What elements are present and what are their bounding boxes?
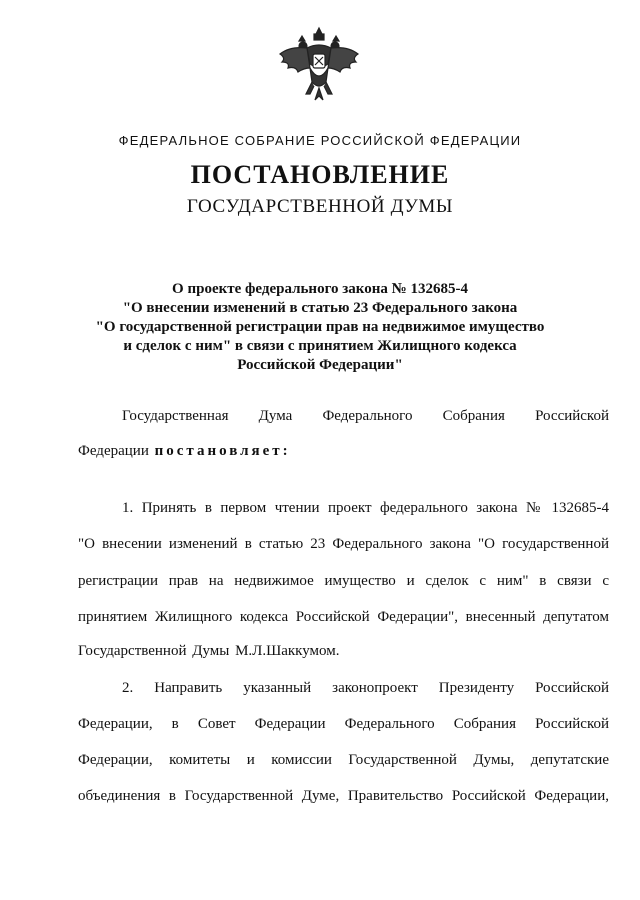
- item-2-line-3: [78, 752, 609, 768]
- document-issuer: ГОСУДАРСТВЕННОЙ ДУМЫ: [186, 196, 454, 217]
- item-line: "О внесении изменений в статью 23 Федерального закона "О государственной: [78, 536, 609, 552]
- double-headed-eagle-emblem-icon: [272, 24, 366, 110]
- item-line: Федерации, в Совет Федерации Федерального Собрания Российской: [78, 716, 609, 732]
- item-line: 2. Направить указанный законопроект Президенту Российской: [122, 680, 609, 696]
- preamble-line: [78, 443, 609, 459]
- item-line: принятием Жилищного кодекса Российской Федерации", внесенный депутатом: [78, 609, 609, 625]
- item-line: регистрации прав на недвижимое имущество и сделок с ним" в связи с: [78, 573, 609, 589]
- item-line: 1. Принять в первом чтении проект федерального закона № 132685-4: [122, 500, 609, 516]
- item-1-line-4: [78, 609, 609, 625]
- document-subject: [60, 280, 580, 375]
- subject-line: и сделок с ним" в связи с принятием Жилищного кодекса: [123, 338, 517, 354]
- preamble-line: Государственная Дума Федерального Собрания Российской: [122, 408, 609, 424]
- item-2-line-1: [78, 680, 609, 696]
- subject-line: Российской Федерации": [237, 357, 403, 373]
- subject-line: О проекте федерального закона № 132685-4: [172, 281, 468, 297]
- item-line: объединения в Государственной Думе, Правительство Российской Федерации,: [78, 788, 609, 804]
- federal-assembly-header: ФЕДЕРАЛЬНОЕ СОБРАНИЕ РОССИЙСКОЙ ФЕДЕРАЦИИ: [118, 133, 522, 148]
- item-1-line-5: [78, 643, 609, 659]
- subject-line: "О внесении изменений в статью 23 Федерального закона: [122, 300, 518, 316]
- item-line: Федерации, комитеты и комиссии Государственной Думы, депутатские: [78, 752, 609, 768]
- item-1-line-3: [78, 573, 609, 589]
- resolves-word: постановляет:: [154, 443, 291, 459]
- item-2-line-4: [78, 788, 609, 804]
- document-type-title: ПОСТАНОВЛЕНИЕ: [190, 160, 450, 189]
- item-line: Государственной Думы М.Л.Шаккумом.: [78, 643, 340, 659]
- item-1-line-2: [78, 536, 609, 552]
- preamble-prefix: Федерации: [78, 443, 155, 459]
- item-2-line-2: [78, 716, 609, 732]
- item-1-line-1: [78, 500, 609, 516]
- preamble-line-1-block: [78, 408, 609, 424]
- subject-line: "О государственной регистрации прав на недвижимое имущество: [95, 319, 545, 335]
- preamble-line-2-block: [78, 443, 609, 459]
